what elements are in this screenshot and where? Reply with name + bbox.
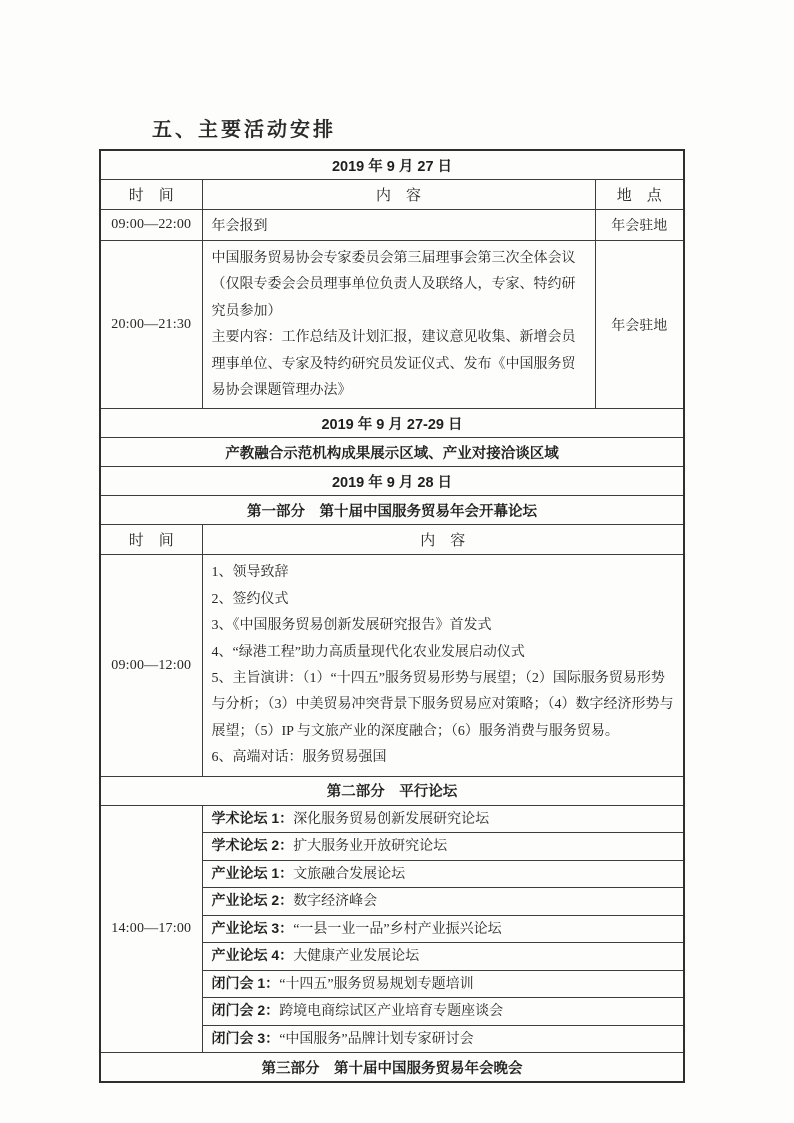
exhibition-note: 产教融合示范机构成果展示区域、产业对接洽谈区域 (100, 438, 684, 467)
table-row (100, 150, 684, 180)
time-cell: 09:00—22:00 (100, 210, 202, 241)
table-row (100, 241, 684, 409)
agenda-item: 2、签约仪式 (211, 591, 289, 607)
schedule-table (99, 149, 685, 1083)
forum-label: 学术论坛 2： (211, 837, 294, 854)
forum-name: 大健康产业发展论坛 (293, 949, 420, 965)
table-row (100, 438, 684, 467)
forum-name: 跨境电商综试区产业培育专题座谈会 (279, 1004, 504, 1020)
date-header-sep27: 2019 年 9 月 27 日 (100, 150, 684, 180)
forum-label: 产业论坛 1： (211, 864, 294, 881)
table-row (100, 525, 684, 555)
forum-label: 闭门会 2： (211, 1002, 280, 1019)
table-row (100, 180, 684, 210)
forum-name: 文旅融合发展论坛 (293, 866, 406, 882)
forum-label: 产业论坛 4： (211, 947, 294, 964)
forum-name: “一县一业一品”乡村产业振兴论坛 (293, 921, 502, 937)
time-cell: 14:00—17:00 (100, 805, 202, 1053)
forum-label: 学术论坛 1： (211, 809, 294, 826)
forum-label: 产业论坛 2： (211, 892, 294, 909)
page-title: 五、主要活动安排 (152, 119, 336, 141)
agenda-item: 5、主旨演讲：（1）“十四五”服务贸易形势与展望；（2）国际服务贸易形势与分析；（3）中美贸易冲突背景下服务贸易应对策略；（4）数字经济形势与展望；（5）IP 与文旅产业的深度融合；（6）服务消费与服务贸易。 (211, 671, 674, 739)
column-header-content: 内 容 (202, 525, 684, 555)
table-row (100, 776, 684, 805)
table-row (100, 805, 684, 833)
forum-cell (202, 888, 684, 916)
table-row (100, 496, 684, 525)
content-line: 主要内容：工作总结及计划汇报，建议意见收集、新增会员理事单位、专家及特约研究员发证仪式、发布《中国服务贸易协会课题管理办法》 (211, 330, 576, 399)
content-cell (202, 555, 684, 776)
forum-name: “十四五”服务贸易规划专题培训 (279, 976, 474, 992)
table-row (100, 467, 684, 496)
table-row (100, 555, 684, 776)
forum-cell (202, 860, 684, 888)
time-cell: 09:00—12:00 (100, 555, 202, 776)
part1-title: 第一部分 第十届中国服务贸易年会开幕论坛 (100, 496, 684, 525)
agenda-item: 4、“绿港工程”助力高质量现代化农业发展启动仪式 (211, 644, 525, 660)
forum-cell (202, 970, 684, 998)
forum-cell (202, 805, 684, 833)
column-header-time: 时 间 (100, 525, 202, 555)
forum-label: 产业论坛 3： (211, 919, 294, 936)
date-header-sep28: 2019 年 9 月 28 日 (100, 467, 684, 496)
agenda-item: 3、《中国服务贸易创新发展研究报告》首发式 (211, 618, 492, 634)
part3-title: 第三部分 第十届中国服务贸易年会晚会 (100, 1053, 684, 1083)
forum-name: 扩大服务业开放研究论坛 (293, 839, 448, 855)
forum-cell (202, 833, 684, 861)
location-cell: 年会驻地 (595, 210, 684, 241)
content-line: （仅限专委会会员理事单位负责人及联络人，专家、特约研究员参加） (211, 277, 576, 319)
forum-label: 闭门会 3： (211, 1029, 280, 1046)
location-cell: 年会驻地 (595, 241, 684, 409)
content-cell: 年会报到 (202, 210, 595, 241)
date-header-sep27-29: 2019 年 9 月 27-29 日 (100, 409, 684, 438)
forum-name: “中国服务”品牌计划专家研讨会 (279, 1031, 474, 1047)
forum-cell (202, 1025, 684, 1053)
agenda-item: 6、高端对话：服务贸易强国 (211, 750, 387, 766)
time-cell: 20:00—21:30 (100, 241, 202, 409)
content-line: 中国服务贸易协会专家委员会第三届理事会第三次全体会议 (211, 251, 576, 266)
column-header-content: 内 容 (202, 180, 595, 210)
content-cell (202, 241, 595, 409)
forum-label: 闭门会 1： (211, 974, 280, 991)
column-header-location: 地 点 (595, 180, 684, 210)
table-row (100, 1053, 684, 1083)
part2-title: 第二部分 平行论坛 (100, 776, 684, 805)
table-row (100, 409, 684, 438)
forum-name: 深化服务贸易创新发展研究论坛 (293, 811, 490, 827)
forum-cell (202, 998, 684, 1026)
table-row (100, 210, 684, 241)
forum-cell (202, 915, 684, 943)
agenda-item: 1、领导致辞 (211, 565, 289, 581)
column-header-time: 时 间 (100, 180, 202, 210)
forum-name: 数字经济峰会 (293, 894, 378, 910)
forum-cell (202, 943, 684, 971)
